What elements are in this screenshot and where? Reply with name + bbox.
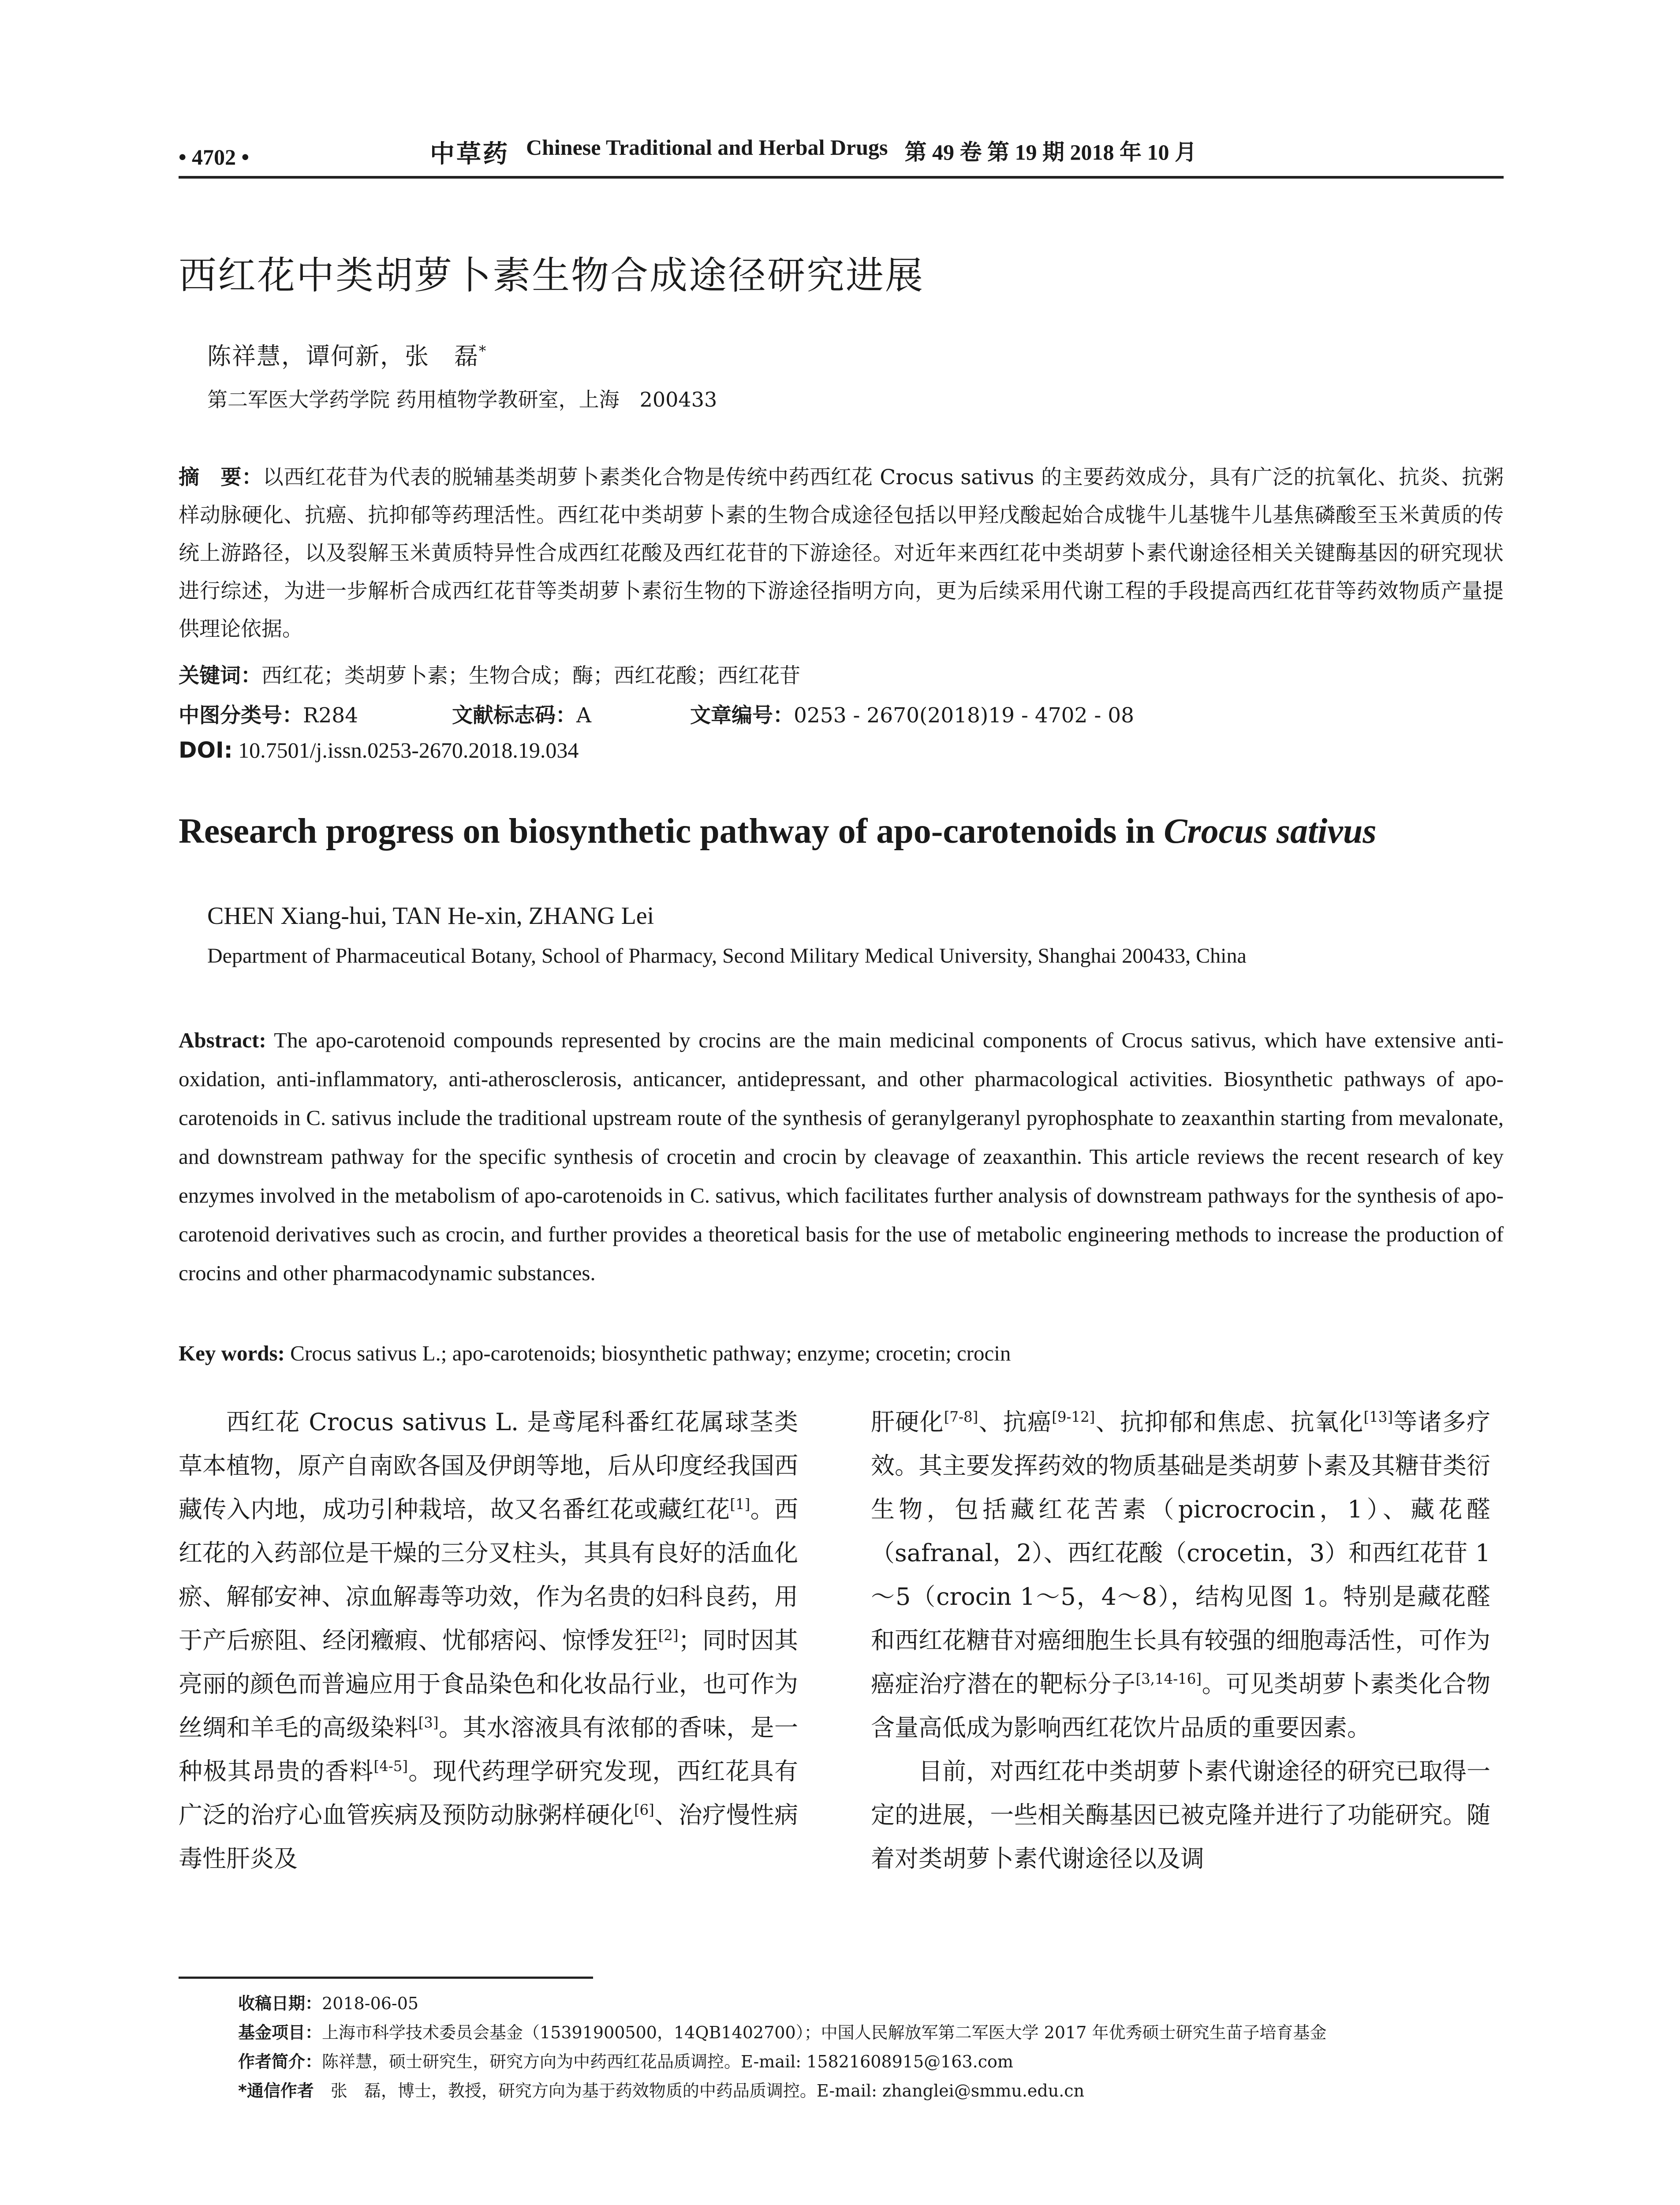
citation[interactable]: [9-12] (1052, 1409, 1095, 1425)
keywords-en (179, 1341, 1504, 1366)
footnote-value: 2018-06-05 (322, 1994, 419, 2013)
body-paragraph (179, 1400, 798, 1880)
footnote-label: 收稿日期： (238, 1994, 322, 2013)
body-column-right (871, 1400, 1490, 1880)
body-text: 、抗抑郁和焦虑、抗氧化 (1095, 1408, 1364, 1436)
abstract-en-label: Abstract: (179, 1028, 266, 1052)
body-text: ；同时因其亮丽的颜色而普遍应用于食品染色和化妆品行业，也可作为丝绸和羊毛的高级染料 (179, 1626, 799, 1742)
citation[interactable]: [3,14-16] (1135, 1671, 1202, 1687)
title-en (179, 811, 1504, 852)
keywords-cn-text: 西红花；类胡萝卜素；生物合成；酶；西红花酸；西红花苷 (261, 664, 800, 688)
body-text: 、抗癌 (978, 1408, 1052, 1436)
abstract-cn (179, 459, 1504, 648)
doc-code-value: A (576, 703, 591, 728)
keywords-en-text: Crocus sativus L.; apo-carotenoids; biosynthetic pathway; enzyme; crocetin; crocin (290, 1341, 1011, 1365)
clc-field (179, 699, 452, 729)
footnote-label: 作者简介： (238, 2052, 322, 2071)
body-column-left (179, 1400, 798, 1880)
footnote-corresponding (238, 2076, 1504, 2105)
authors-cn (207, 337, 487, 371)
citation[interactable]: [7-8] (944, 1409, 978, 1425)
body-text: 等诸多疗效。其主要发挥药效的物质基础是类胡萝卜素及其糖苷类衍生物，包括藏红花苦素（picrocrocin，1）、藏花醛（safranal，2）、西红花酸（crocetin，3）和西红花苷 1～5（crocin 1～5，4～8），结构见图 1。特别是藏花醛和西红花糖苷对癌细胞生长具有较强的细胞毒活性，可作为癌症治疗潜在的靶标分子 (871, 1408, 1491, 1698)
keywords-en-label: Key words: (179, 1341, 285, 1365)
abstract-en (179, 1021, 1504, 1293)
abstract-en-text: The apo-carotenoid compounds represented by crocins are the main medicinal components of Crocus sativus, which have extensive anti-oxidation, anti-inflammatory, anti-atherosclerosis, anticancer, antidepressant, and other pharmacological activities. Biosynthetic pathways of apo-carotenoids in C. sativus include the traditional upstream route of the synthesis of geranylgeranyl pyrophosphate to zeaxanthin starting from mevalonate, and downstream pathway for the specific synthesis of crocetin and crocin by cleavage of zeaxanthin. This article reviews the recent research of key enzymes involved in the metabolism of apo-carotenoids in C. sativus, which facilitates further analysis of downstream pathways for the synthesis of apo-carotenoid derivatives such as crocin, and further provides a theoretical basis for the use of metabolic engineering methods to increase the production of crocins and other pharmacodynamic substances. (179, 1028, 1504, 1285)
body-text: 西红花 Crocus sativus L. 是鸢尾科番红花属球茎类草本植物，原产自南欧各国及伊朗等地，后从印度经我国西藏传入内地，成功引种栽培，故又名番红花或藏红花 (179, 1408, 798, 1523)
journal-name-cn: 中草药 (430, 139, 509, 168)
issue-info: 第 49 卷 第 19 期 2018 年 10 月 (904, 140, 1197, 164)
footnote-label: 基金项目： (238, 2023, 322, 2042)
footnote-label: *通信作者 (238, 2081, 314, 2100)
page-number: • 4702 • (179, 145, 250, 169)
journal-name-en: Chinese Traditional and Herbal Drugs (526, 135, 888, 160)
title-en-species: Crocus sativus (1164, 812, 1377, 851)
doc-code-field (452, 699, 690, 729)
title-en-main: Research progress on biosynthetic pathway of apo-carotenoids in (179, 812, 1164, 851)
affiliation-en: Department of Pharmaceutical Botany, School of Pharmacy, Second Military Medical University, Shanghai 200433, China (207, 944, 1247, 968)
body-text: 。西红花的入药部位是干燥的三分叉柱头，其具有良好的活血化瘀、解郁安神、凉血解毒等功效，作为名贵的妇科良药，用于产后瘀阻、经闭癥瘕、忧郁痞闷、惊悸发狂 (179, 1495, 799, 1654)
corresponding-mark: * (479, 343, 487, 359)
article-number-label: 文章编号： (690, 703, 794, 728)
citation[interactable]: [13] (1363, 1409, 1393, 1425)
footnote-received (238, 1989, 1504, 2018)
article-number-value: 0253 - 2670(2018)19 - 4702 - 08 (794, 703, 1135, 728)
body-text: 。其水溶液具有浓郁的香味，是一种极其昂贵的香料 (179, 1714, 799, 1785)
classification-row (179, 699, 1504, 729)
keywords-cn (179, 659, 1504, 689)
article-number-field (690, 699, 1134, 729)
doi-label: DOI: (179, 737, 233, 763)
clc-value: R284 (303, 703, 358, 728)
body-text: 肝硬化 (871, 1408, 944, 1436)
title-cn: 西红花中类胡萝卜素生物合成途径研究进展 (179, 254, 924, 298)
abstract-cn-label: 摘 要： (179, 465, 263, 490)
footnote-author (238, 2047, 1504, 2076)
citation[interactable]: [2] (658, 1627, 679, 1644)
citation[interactable]: [4-5] (373, 1758, 408, 1775)
body-paragraph: 目前，对西红花中类胡萝卜素代谢途径的研究已取得一定的进展，一些相关酶基因已被克隆并进行了功能研究。随着对类胡萝卜素代谢途径以及调 (871, 1757, 1490, 1872)
citation[interactable]: [3] (418, 1714, 439, 1731)
affiliation-cn: 第二军医大学药学院 药用植物学教研室，上海 200433 (207, 388, 717, 411)
doi-value[interactable]: 10.7501/j.issn.0253-2670.2018.19.034 (238, 738, 579, 762)
abstract-cn-text: 以西红花苷为代表的脱辅基类胡萝卜素类化合物是传统中药西红花 Crocus sativus 的主要药效成分，具有广泛的抗氧化、抗炎、抗粥样动脉硬化、抗癌、抗抑郁等药理活性。西红花中类胡萝卜素的生物合成途径包括以甲羟戊酸起始合成牻牛儿基牻牛儿基焦磷酸至玉米黄质的传统上游路径，以及裂解玉米黄质特异性合成西红花酸及西红花苷的下游途径。对近年来西红花中类胡萝卜素代谢途径相关关键酶基因的研究现状进行综述，为进一步解析合成西红花苷等类胡萝卜素衍生物的下游途径指明方向，更为后续采用代谢工程的手段提高西红花苷等药效物质产量提供理论依据。 (179, 465, 1504, 641)
citation[interactable]: [6] (634, 1801, 654, 1818)
body-paragraph (871, 1400, 1490, 1749)
clc-label: 中图分类号： (179, 703, 303, 728)
citation[interactable]: [1] (730, 1496, 750, 1513)
body-text: 、治疗慢性病毒性肝炎及 (179, 1801, 798, 1872)
body-text: 。可见类胡萝卜素类化合物含量高低成为影响西红花饮片品质的重要因素。 (871, 1670, 1491, 1742)
footnote-value: 张 磊，博士，教授，研究方向为基于药效物质的中药品质调控。E-mail: zhanglei@smmu.edu.cn (330, 2081, 1085, 2100)
footnote-value: 陈祥慧，硕士研究生，研究方向为中药西红花品质调控。E-mail: 15821608915@163.com (322, 2052, 1013, 2071)
doi-line (179, 737, 1504, 763)
footnote-divider (179, 1977, 593, 1979)
footnotes (238, 1989, 1504, 2105)
doc-code-label: 文献标志码： (452, 703, 576, 728)
authors-cn-names: 陈祥慧，谭何新，张 磊 (207, 342, 479, 370)
footnote-value: 上海市科学技术委员会基金（15391900500，14QB1402700）；中国人民解放军第二军医大学 2017 年优秀硕士研究生苗子培育基金 (322, 2023, 1327, 2042)
keywords-cn-label: 关键词： (179, 664, 261, 688)
running-header (179, 132, 1504, 179)
journal-info (324, 135, 1504, 170)
footnote-fund (238, 2018, 1504, 2047)
authors-en: CHEN Xiang-hui, TAN He-xin, ZHANG Lei (207, 902, 654, 930)
body-text: 。现代药理学研究发现，西红花具有广泛的治疗心血管疾病及预防动脉粥样硬化 (179, 1757, 799, 1829)
